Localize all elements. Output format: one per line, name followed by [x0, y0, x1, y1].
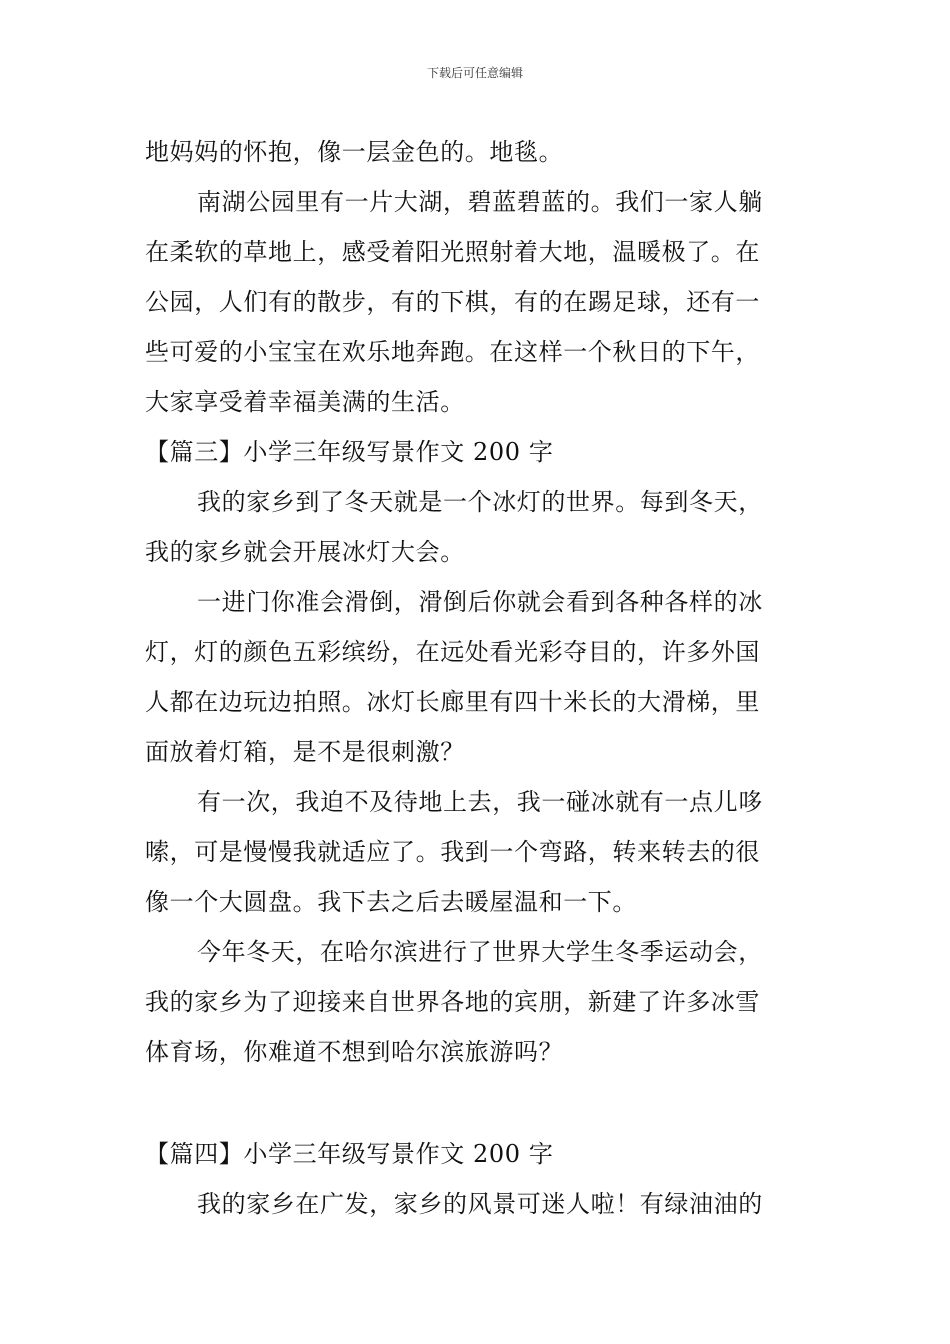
paragraph-start-line: 南湖公园里有一片大湖，碧蓝碧蓝的。我们一家人躺	[197, 188, 763, 216]
text-line: 在柔软的草地上，感受着阳光照射着大地，温暖极了。在	[145, 238, 760, 266]
paragraph-start-line: 今年冬天，在哈尔滨进行了世界大学生冬季运动会，	[197, 938, 763, 966]
text-line: 人都在边玩边拍照。冰灯长廊里有四十米长的大滑梯，里	[145, 688, 760, 716]
text-line: 公园，人们有的散步，有的下棋，有的在踢足球，还有一	[145, 288, 760, 316]
text-line: 大家享受着幸福美满的生活。	[145, 388, 465, 416]
paragraph-start-line: 有一次，我迫不及待地上去，我一碰冰就有一点儿哆	[197, 788, 763, 816]
blank-line	[145, 1077, 807, 1129]
text-line: 我的家乡就会开展冰灯大会。	[145, 538, 465, 566]
paragraph-start-line: 我的家乡到了冬天就是一个冰灯的世界。每到冬天，	[197, 488, 763, 516]
text-line: 我的家乡为了迎接来自世界各地的宾朋，新建了许多冰雪	[145, 988, 760, 1016]
section-heading: 【篇四】小学三年级写景作文 200 字	[145, 1140, 554, 1168]
text-line: 嗦，可是慢慢我就适应了。我到一个弯路，转来转去的很	[145, 838, 760, 866]
text-line: 些可爱的小宝宝在欢乐地奔跑。在这样一个秋日的下午，	[145, 338, 760, 366]
page-header: 下载后可任意编辑	[426, 66, 523, 80]
text-line: 像一个大圆盘。我下去之后去暖屋温和一下。	[145, 888, 637, 916]
section-heading: 【篇三】小学三年级写景作文 200 字	[145, 438, 554, 466]
text-line: 体育场，你难道不想到哈尔滨旅游吗？	[145, 1038, 564, 1066]
document-body	[145, 127, 807, 1229]
paragraph-start-line: 一进门你准会滑倒，滑倒后你就会看到各种各样的冰	[197, 588, 763, 616]
paragraph-start-line: 我的家乡在广发，家乡的风景可迷人啦！有绿油油的	[197, 1190, 763, 1218]
text-line: 地妈妈的怀抱，像一层金色的。地毯。	[145, 138, 564, 166]
text-line: 面放着灯箱，是不是很刺激？	[145, 738, 465, 766]
text-line: 灯，灯的颜色五彩缤纷，在远处看光彩夺目的，许多外国	[145, 638, 760, 666]
